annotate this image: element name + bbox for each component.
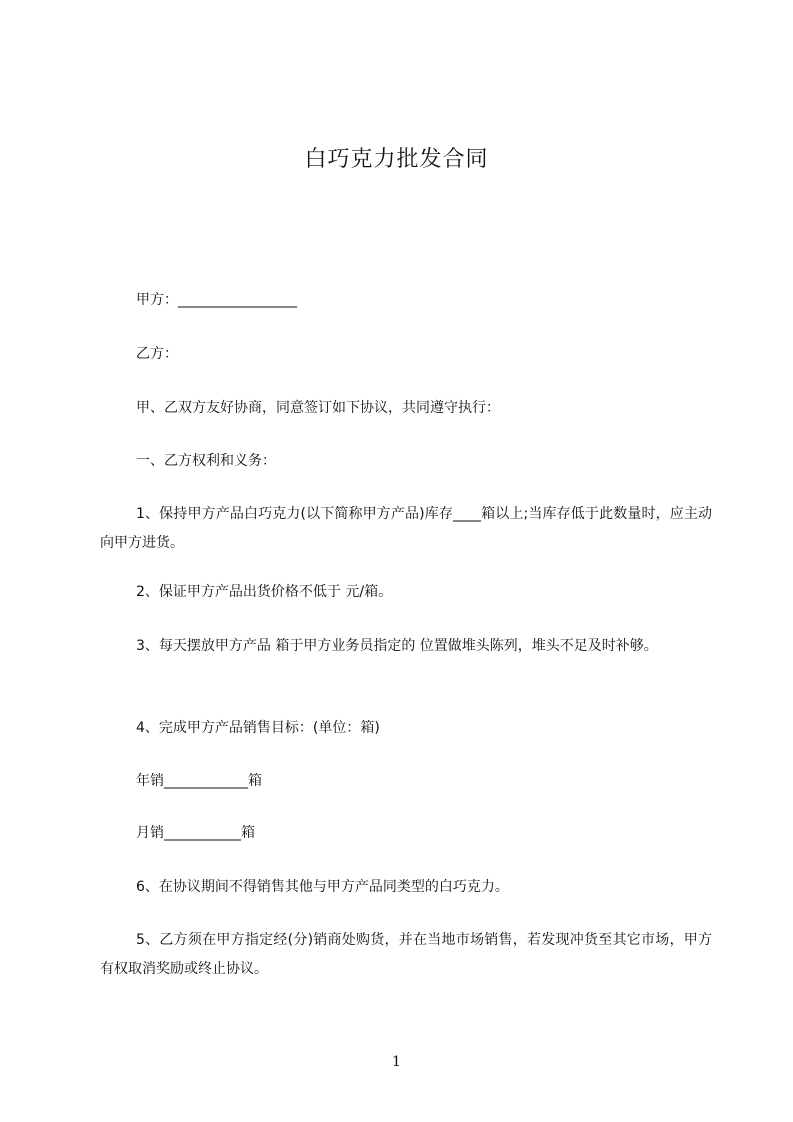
section-heading: 一、乙方权利和义务：	[136, 453, 276, 469]
clause-5: 5、乙方须在甲方指定经(分)销商处购货，并在当地市场销售，若发现冲货至其它市场，甲方有权取消奖励或终止协议。	[100, 932, 712, 977]
page-number: 1	[392, 1054, 401, 1070]
clause-1: 1、保持甲方产品白巧克力(以下简称甲方产品)库存____箱以上;当库存低于此数量时，应主动向甲方进货。	[100, 506, 712, 551]
contract-title: 白巧克力批发合同	[304, 147, 489, 172]
clause-3: 3、每天摆放甲方产品 箱于甲方业务员指定的 位置做堆头陈列，堆头不足及时补够。	[136, 638, 658, 654]
clause-2: 2、保证甲方产品出货价格不低于 元/箱。	[136, 584, 393, 600]
party-a-line: 甲方：_________________	[136, 292, 297, 308]
clause-6: 6、在协议期间不得销售其他与甲方产品同类型的白巧克力。	[136, 879, 509, 895]
monthly-sales-line: 月销___________箱	[136, 825, 255, 841]
party-b-line: 乙方：	[136, 346, 178, 362]
intro-paragraph: 甲、乙双方友好协商，同意签订如下协议，共同遵守执行：	[136, 400, 500, 416]
annual-sales-line: 年销____________箱	[136, 773, 262, 789]
clause-4: 4、完成甲方产品销售目标：(单位：箱)	[136, 720, 380, 736]
